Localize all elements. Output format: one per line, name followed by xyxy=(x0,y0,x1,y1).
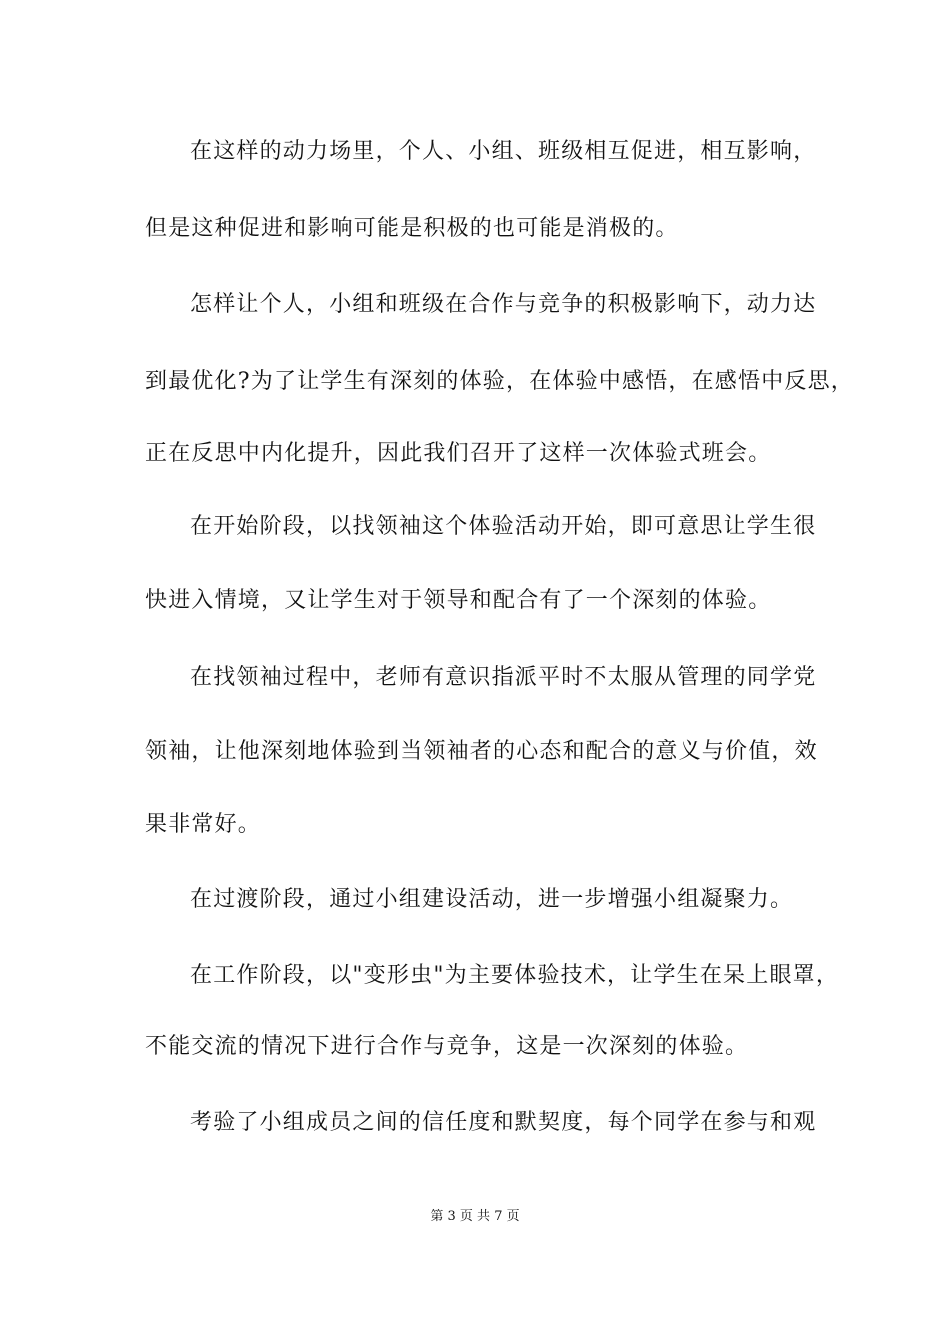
text-line: 果非常好。 xyxy=(145,812,262,837)
text-line: 不能交流的情况下进行合作与竞争，这是一次深刻的体验。 xyxy=(145,1034,749,1059)
text-line: 在工作阶段，以"变形虫"为主要体验技术，让学生在呆上眼罩， xyxy=(190,963,840,988)
text-line: 快进入情境，又让学生对于领导和配合有了一个深刻的体验。 xyxy=(145,588,772,613)
text-line: 在过渡阶段，通过小组建设活动，进一步增强小组凝聚力。 xyxy=(190,887,794,912)
text-line: 怎样让个人，小组和班级在合作与竞争的积极影响下，动力达 xyxy=(190,292,817,317)
text-line: 正在反思中内化提升，因此我们召开了这样一次体验式班会。 xyxy=(145,441,772,466)
text-line: 在开始阶段，以找领袖这个体验活动开始，即可意思让学生很 xyxy=(190,514,817,539)
page-footer: 第 3 页 共 7 页 xyxy=(430,1209,520,1224)
text-line: 领袖，让他深刻地体验到当领袖者的心态和配合的意义与价值，效 xyxy=(145,739,818,764)
text-line: 但是这种促进和影响可能是积极的也可能是消极的。 xyxy=(145,216,679,241)
text-line: 考验了小组成员之间的信任度和默契度，每个同学在参与和观 xyxy=(190,1110,817,1135)
text-line: 在找领袖过程中，老师有意识指派平时不太服从管理的同学党 xyxy=(190,665,817,690)
text-line: 在这样的动力场里，个人、小组、班级相互促进，相互影响， xyxy=(190,139,817,164)
text-line: 到最优化?为了让学生有深刻的体验，在体验中感悟，在感悟中反思， xyxy=(145,369,854,394)
